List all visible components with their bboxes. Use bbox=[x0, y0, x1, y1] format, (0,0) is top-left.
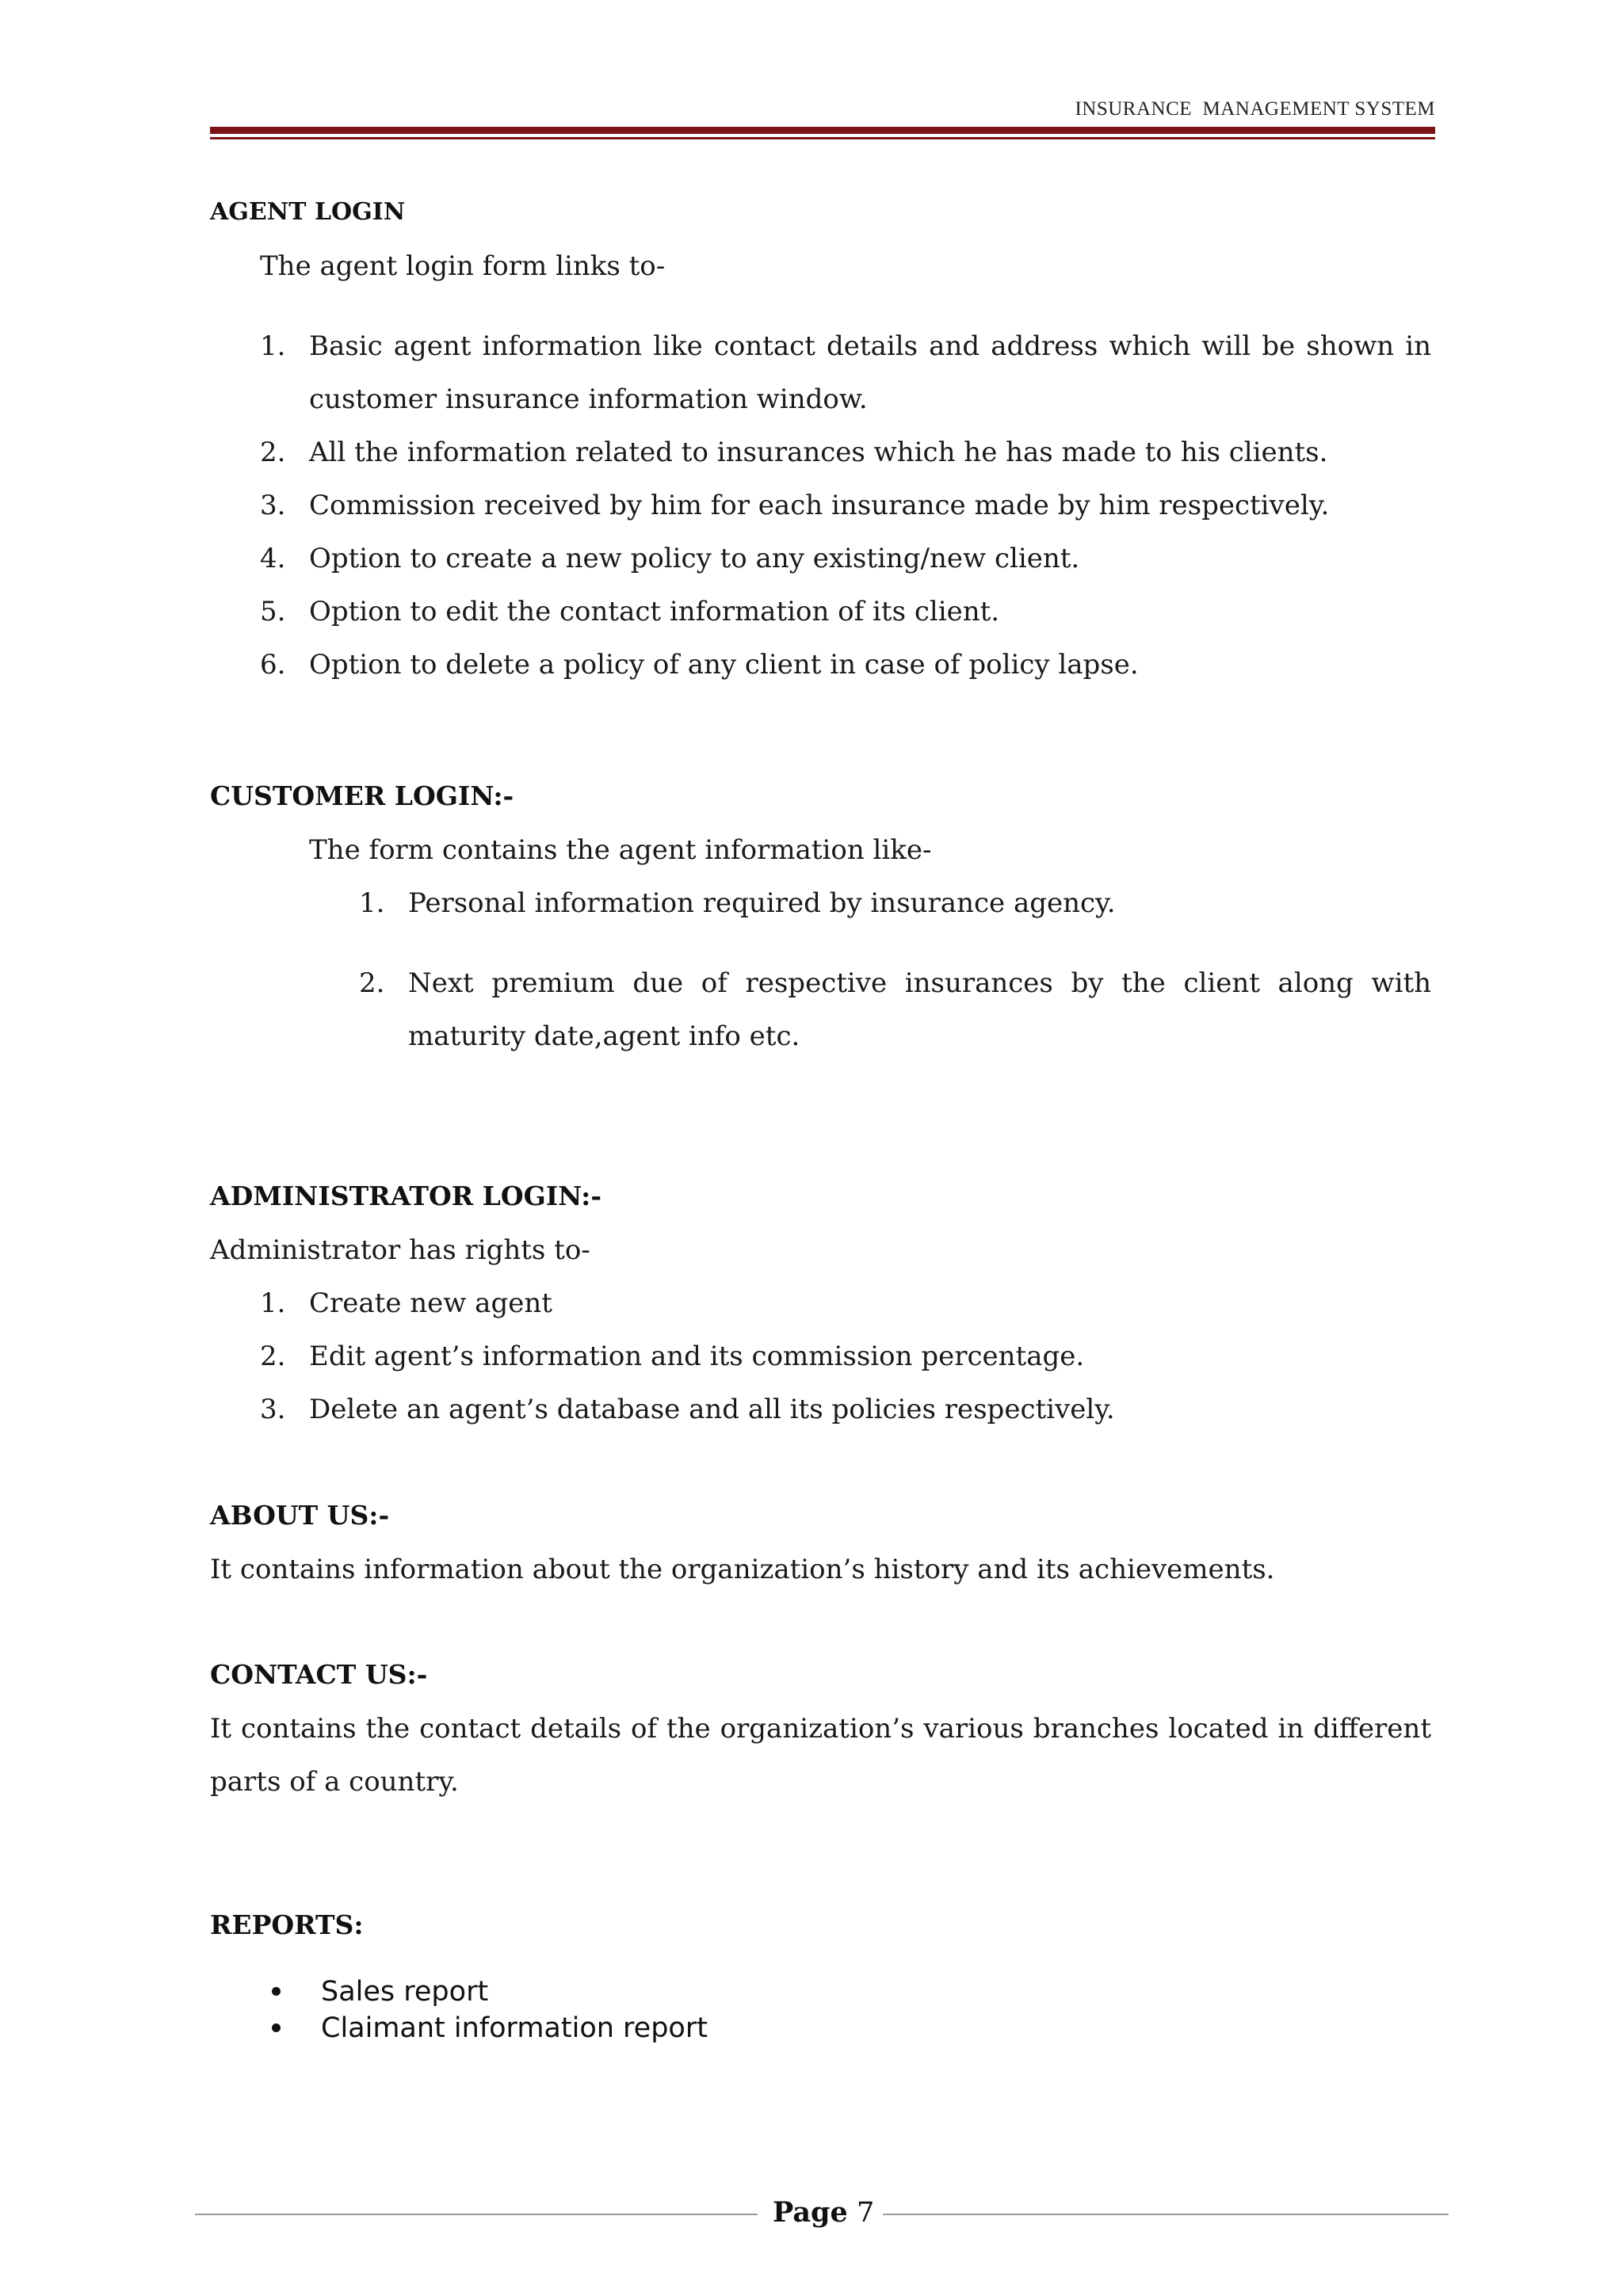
footer-rule-right bbox=[883, 2214, 1449, 2215]
list-number: 3. bbox=[260, 1394, 286, 1425]
agent-login-heading: AGENT LOGIN bbox=[210, 198, 406, 226]
running-header: INSURANCE MANAGEMENT SYSTEM bbox=[1075, 98, 1435, 120]
list-text: Option to delete a policy of any client in case of policy lapse. bbox=[309, 649, 1139, 681]
list-text: All the information related to insurances which he has made to his clients. bbox=[309, 437, 1328, 468]
list-item bbox=[260, 479, 1431, 532]
list-number: 1. bbox=[260, 330, 286, 362]
administrator-login-list bbox=[260, 1277, 1431, 1436]
header-rule-thin bbox=[210, 137, 1435, 139]
footer-rule-left bbox=[195, 2214, 758, 2215]
bullet-icon bbox=[272, 1987, 281, 1996]
list-item bbox=[260, 532, 1431, 585]
list-number: 1. bbox=[359, 887, 385, 919]
header-rule-thick bbox=[210, 127, 1435, 134]
list-item bbox=[260, 1277, 1431, 1330]
list-text: Basic agent information like contact details and address which will be shown in customer insurance information window. bbox=[309, 330, 1431, 415]
reports-heading: REPORTS: bbox=[210, 1909, 364, 1940]
agent-login-intro: The agent login form links to- bbox=[260, 250, 666, 282]
list-text: Next premium due of respective insurances by the client along with maturity date,agent info etc. bbox=[408, 967, 1431, 1052]
contact-us-heading: CONTACT US:- bbox=[210, 1659, 428, 1690]
list-text: Edit agent’s information and its commission percentage. bbox=[309, 1341, 1085, 1372]
page-label: Page bbox=[773, 2196, 848, 2229]
list-text: Personal information required by insurance agency. bbox=[408, 887, 1116, 919]
about-us-heading: ABOUT US:- bbox=[210, 1500, 390, 1531]
customer-login-heading: CUSTOMER LOGIN:- bbox=[210, 780, 514, 811]
list-item bbox=[260, 1330, 1431, 1383]
list-number: 2. bbox=[359, 967, 385, 999]
list-number: 1. bbox=[260, 1287, 286, 1319]
list-item bbox=[260, 585, 1431, 639]
list-number: 6. bbox=[260, 649, 286, 681]
page-footer bbox=[773, 2196, 874, 2229]
list-item bbox=[260, 320, 1431, 426]
list-item bbox=[359, 877, 1431, 930]
list-item bbox=[359, 957, 1431, 1063]
list-item bbox=[269, 2010, 708, 2046]
agent-login-list bbox=[260, 320, 1431, 692]
about-us-text: It contains information about the organization’s history and its achievements. bbox=[210, 1554, 1275, 1585]
administrator-login-heading: ADMINISTRATOR LOGIN:- bbox=[210, 1180, 602, 1211]
list-text: Create new agent bbox=[309, 1287, 552, 1319]
bullet-icon bbox=[272, 2023, 281, 2032]
list-text: Claimant information report bbox=[321, 2012, 708, 2044]
reports-list bbox=[269, 1974, 708, 2046]
list-number: 3. bbox=[260, 490, 286, 521]
list-number: 2. bbox=[260, 1341, 286, 1372]
list-text: Sales report bbox=[321, 1976, 489, 2008]
list-text: Delete an agent’s database and all its policies respectively. bbox=[309, 1394, 1115, 1425]
page-number: 7 bbox=[856, 2197, 875, 2229]
contact-us-text: It contains the contact details of the organization’s various branches located in different parts of a country. bbox=[210, 1713, 1431, 1798]
list-number: 2. bbox=[260, 437, 286, 468]
list-item bbox=[260, 426, 1431, 479]
list-item bbox=[260, 1383, 1431, 1436]
customer-login-intro: The form contains the agent information like- bbox=[309, 834, 932, 866]
list-number: 4. bbox=[260, 543, 286, 574]
list-item bbox=[269, 1974, 708, 2010]
customer-login-list bbox=[359, 877, 1431, 1063]
list-text: Commission received by him for each insurance made by him respectively. bbox=[309, 490, 1330, 521]
list-text: Option to create a new policy to any existing/new client. bbox=[309, 543, 1080, 574]
list-number: 5. bbox=[260, 596, 286, 627]
list-item bbox=[260, 639, 1431, 692]
list-text: Option to edit the contact information of its client. bbox=[309, 596, 1000, 627]
administrator-login-intro: Administrator has rights to- bbox=[210, 1234, 590, 1266]
